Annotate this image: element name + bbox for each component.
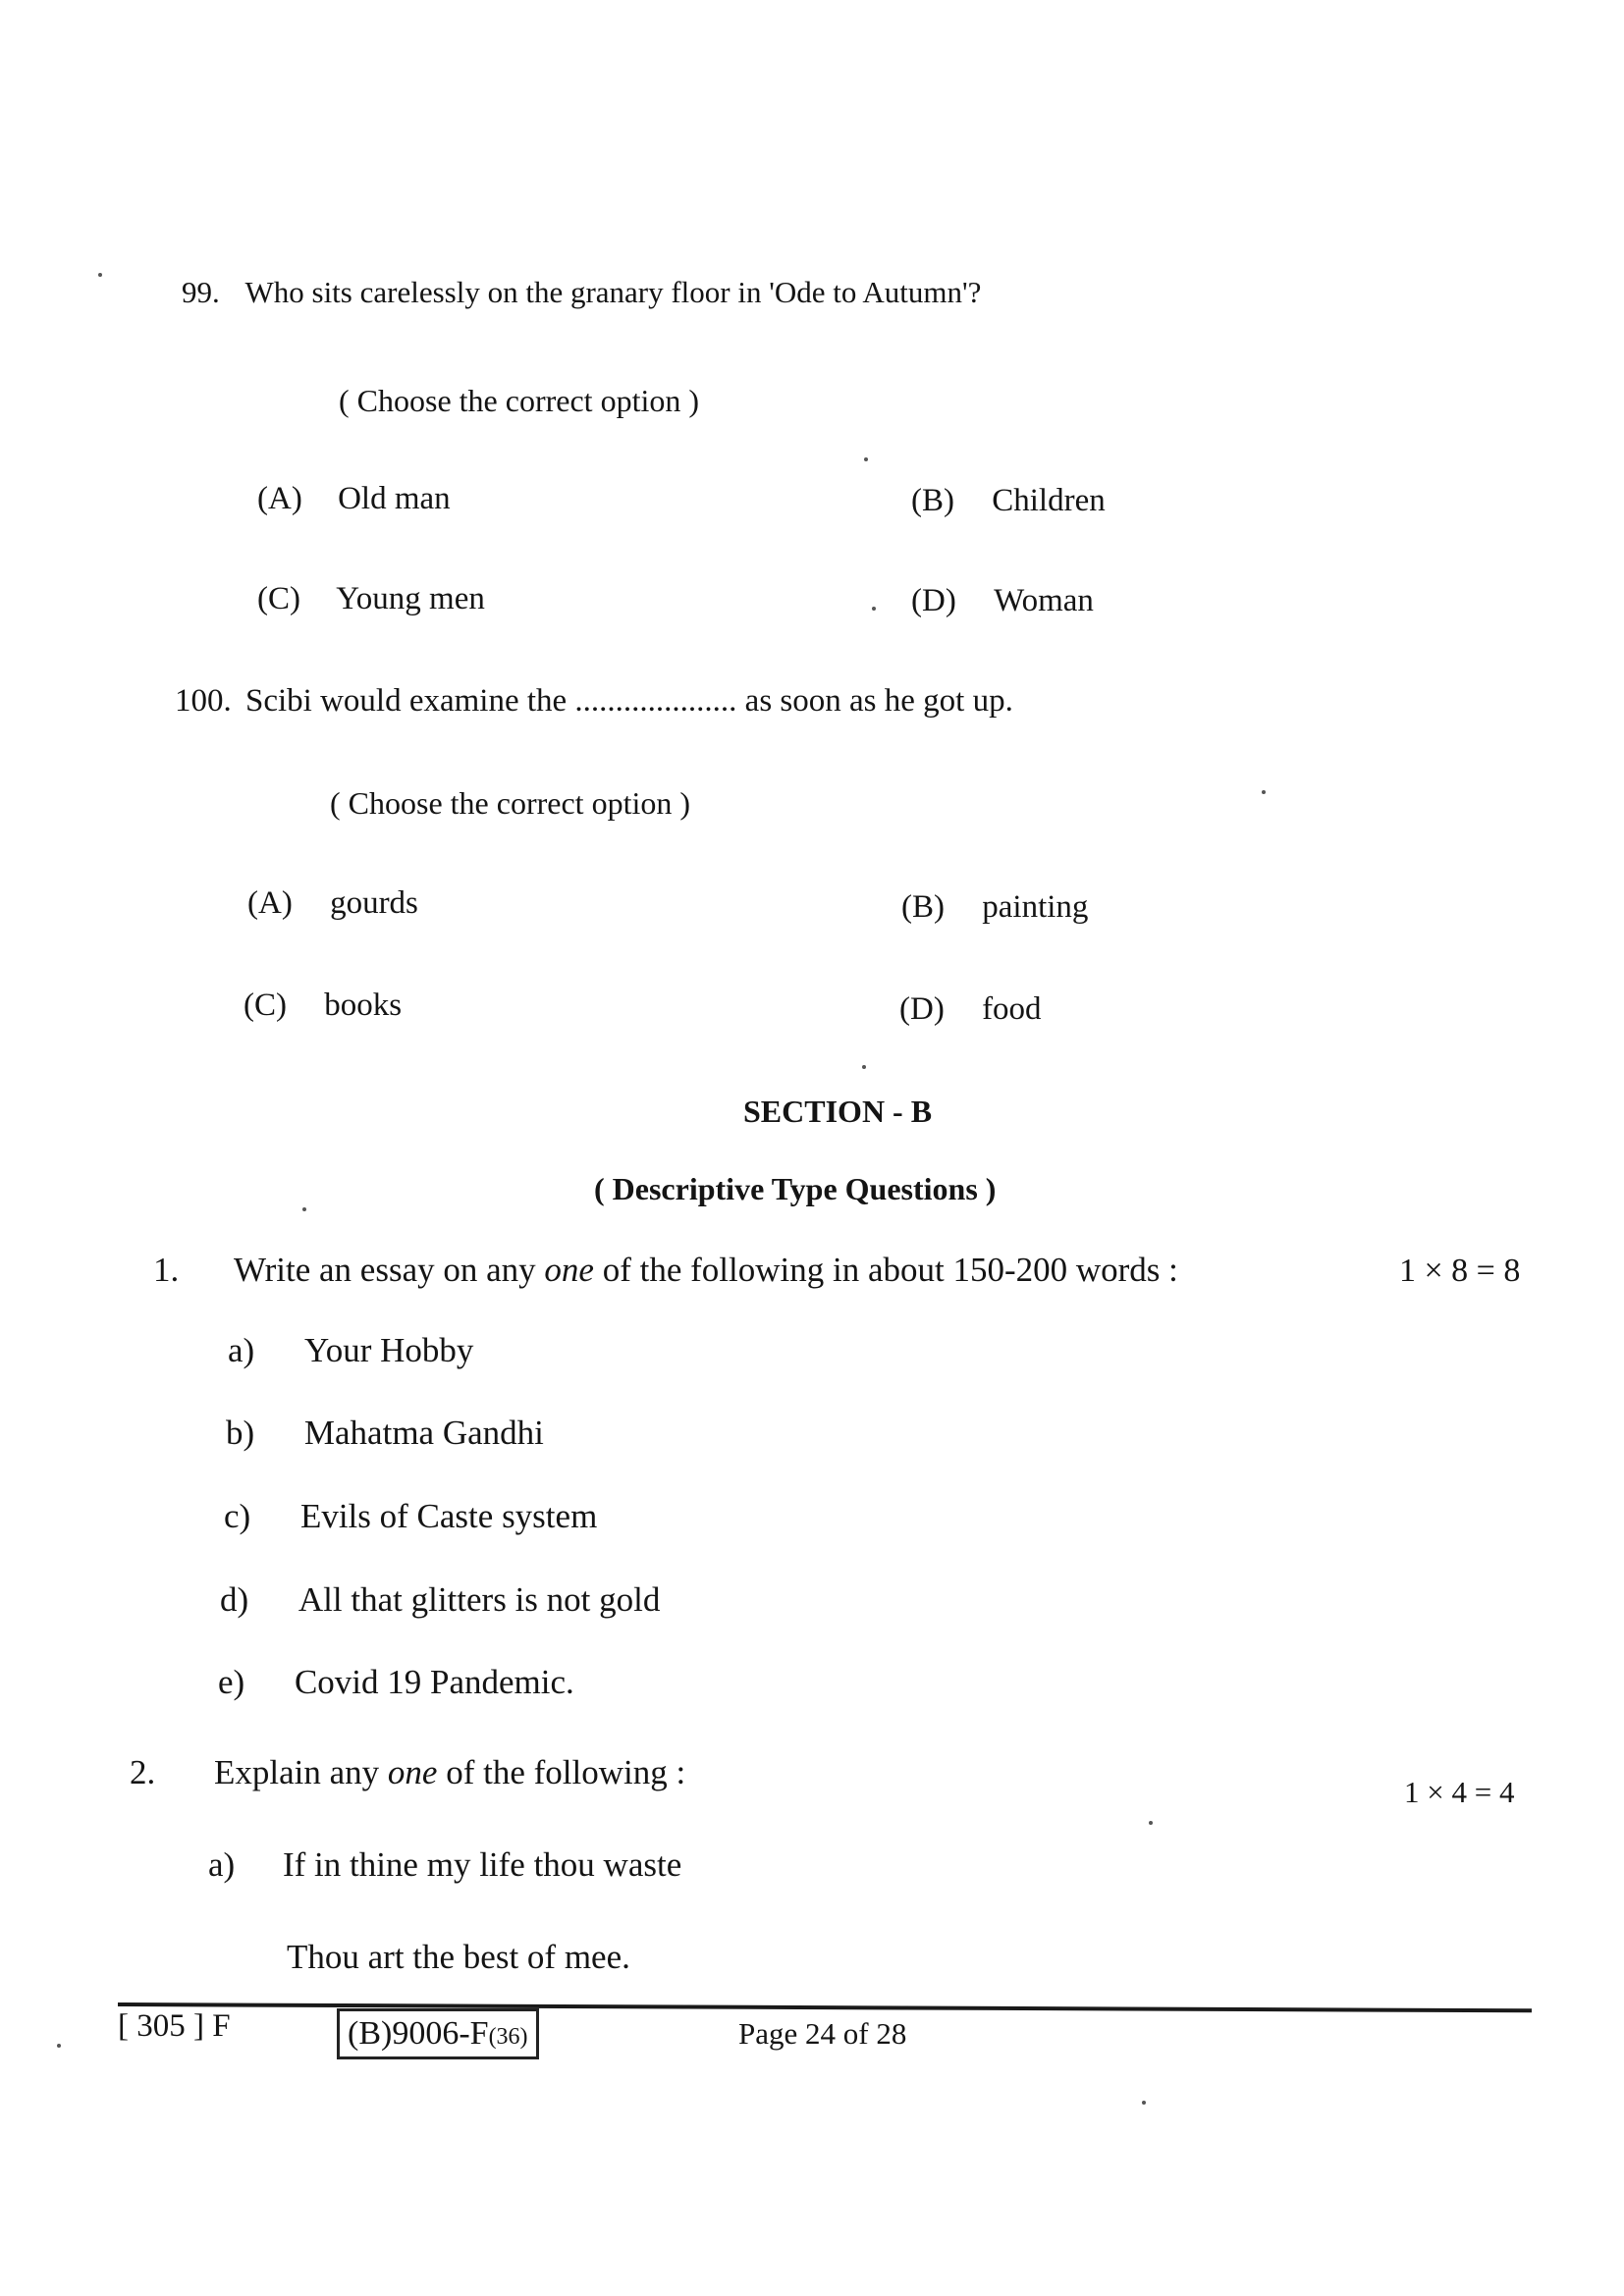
option-label: (D) — [899, 991, 945, 1027]
option-text: painting — [982, 889, 1089, 925]
question-text-part: Explain any — [214, 1753, 388, 1791]
q1-item-a — [228, 1331, 473, 1370]
q2-item-a — [208, 1845, 681, 1885]
option-text: books — [324, 988, 403, 1023]
descriptive-question-2-text — [214, 1753, 685, 1792]
q100-option-d — [899, 991, 1042, 1028]
option-label: (C) — [244, 988, 287, 1023]
question-text-part: of the following : — [437, 1753, 686, 1791]
q1-item-b — [226, 1414, 544, 1453]
option-text: Children — [992, 483, 1106, 518]
section-subtitle: ( Descriptive Type Questions ) — [594, 1171, 997, 1206]
item-text: Evils of Caste system — [299, 1497, 598, 1535]
q99-option-c — [257, 581, 485, 617]
item-text: All that glitters is not gold — [298, 1580, 661, 1619]
option-label: (D) — [911, 583, 956, 618]
booklet-code-box — [337, 2008, 539, 2059]
item-label: b) — [226, 1414, 255, 1452]
q1-item-d — [220, 1580, 660, 1620]
scan-speck — [872, 607, 876, 611]
question-text-part: of the following in about 150-200 words : — [593, 1251, 1178, 1289]
option-text: food — [982, 991, 1042, 1027]
question-text: Scibi would examine the .................... as soon as he got up. — [245, 683, 1013, 719]
question-1-marks: 1 × 8 = 8 — [1399, 1253, 1521, 1289]
option-label: (A) — [257, 481, 302, 516]
q2-item-a-line2: Thou art the best of mee. — [287, 1938, 630, 1976]
q1-item-c — [224, 1497, 597, 1536]
paper-code: [ 305 ] F — [118, 2008, 231, 2044]
q1-item-e — [218, 1663, 574, 1702]
question-emphasis: one — [544, 1251, 594, 1289]
option-text: Woman — [994, 583, 1094, 618]
booklet-code: (B)9006-F — [348, 2015, 489, 2052]
scan-speck — [98, 273, 102, 277]
booklet-code-sub: (36) — [488, 2024, 528, 2050]
scan-speck — [1142, 2101, 1146, 2105]
descriptive-question-1-number: 1. — [153, 1251, 180, 1289]
option-label: (A) — [247, 885, 293, 921]
q100-option-b — [901, 889, 1088, 926]
q99-option-a — [257, 481, 451, 517]
item-text: Covid 19 Pandemic. — [294, 1663, 574, 1701]
q99-option-b — [911, 483, 1106, 519]
scan-speck — [302, 1207, 306, 1211]
footer-rule — [118, 2002, 1532, 2012]
option-text: Young men — [336, 581, 485, 616]
item-label: a) — [208, 1845, 236, 1884]
question-text: Who sits carelessly on the granary floor in 'Ode to Autumn'? — [244, 275, 982, 309]
descriptive-question-1-text — [234, 1251, 1178, 1290]
question-number: 100. — [175, 683, 232, 719]
scan-speck — [57, 2044, 61, 2048]
question-100 — [175, 683, 1013, 720]
q100-option-a — [247, 885, 418, 922]
scan-speck — [864, 457, 868, 461]
question-text-part: Write an essay on any — [234, 1251, 545, 1289]
option-label: (B) — [901, 889, 945, 925]
q99-option-d — [911, 583, 1094, 619]
item-label: d) — [220, 1580, 249, 1619]
item-label: e) — [218, 1663, 245, 1701]
question-100-instruction: ( Choose the correct option ) — [330, 785, 690, 821]
scan-speck — [862, 1065, 866, 1069]
question-2-marks: 1 × 4 = 4 — [1404, 1775, 1515, 1809]
question-99 — [182, 275, 981, 310]
q100-option-c — [244, 988, 402, 1024]
option-label: (B) — [911, 483, 954, 518]
scan-speck — [1149, 1821, 1153, 1825]
item-text: Mahatma Gandhi — [303, 1414, 544, 1452]
page-number: Page 24 of 28 — [738, 2016, 907, 2051]
item-text: Your Hobby — [303, 1331, 474, 1369]
scan-speck — [1262, 790, 1266, 794]
option-text: Old man — [338, 481, 451, 516]
descriptive-question-2-number: 2. — [130, 1753, 156, 1791]
option-label: (C) — [257, 581, 300, 616]
question-number: 99. — [182, 275, 220, 309]
question-99-instruction: ( Choose the correct option ) — [339, 383, 699, 418]
section-title: SECTION - B — [743, 1094, 933, 1129]
option-text: gourds — [330, 885, 418, 921]
item-label: c) — [224, 1497, 251, 1535]
item-label: a) — [228, 1331, 255, 1369]
item-text: If in thine my life thou waste — [282, 1845, 682, 1884]
question-emphasis: one — [387, 1753, 438, 1791]
